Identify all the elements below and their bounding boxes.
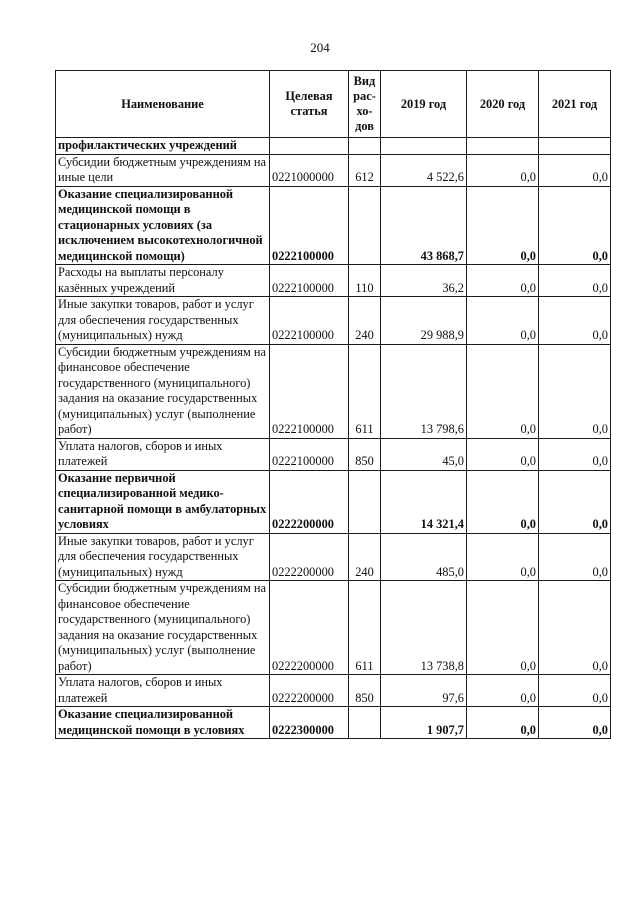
row-type xyxy=(349,186,381,265)
row-2019: 4 522,6 xyxy=(381,154,467,186)
row-code: 0222100000 xyxy=(270,297,349,345)
row-2019: 485,0 xyxy=(381,533,467,581)
row-2020: 0,0 xyxy=(467,186,539,265)
row-name: Иные закупки товаров, работ и услуг для обеспечения государственных (муниципальных) нужд xyxy=(56,533,270,581)
table-row xyxy=(56,344,611,438)
table-row xyxy=(56,438,611,470)
row-2021: 0,0 xyxy=(539,533,611,581)
row-code: 0222100000 xyxy=(270,186,349,265)
table-row xyxy=(56,675,611,707)
row-2021: 0,0 xyxy=(539,470,611,533)
table-row xyxy=(56,707,611,739)
row-2019: 45,0 xyxy=(381,438,467,470)
row-2021: 0,0 xyxy=(539,438,611,470)
table-header-row xyxy=(56,71,611,138)
row-2021: 0,0 xyxy=(539,675,611,707)
row-type: 611 xyxy=(349,344,381,438)
table-body xyxy=(56,138,611,739)
row-type xyxy=(349,138,381,155)
budget-table xyxy=(55,70,611,739)
row-name: Расходы на выплаты персоналу казённых учреждений xyxy=(56,265,270,297)
table-row xyxy=(56,186,611,265)
table-row xyxy=(56,138,611,155)
row-name: Оказание специализированной медицинской помощи в стационарных условиях (за исключением высокотехнологичной медицинской помощи) xyxy=(56,186,270,265)
row-2019: 43 868,7 xyxy=(381,186,467,265)
row-name: Субсидии бюджетным учреждениям на финансовое обеспечение государственного (муниципального) задания на оказание государственных (муниципальных) услуг (выполнение работ) xyxy=(56,581,270,675)
row-code: 0222300000 xyxy=(270,707,349,739)
row-2019: 13 738,8 xyxy=(381,581,467,675)
row-type: 611 xyxy=(349,581,381,675)
row-2019: 14 321,4 xyxy=(381,470,467,533)
row-name: Субсидии бюджетным учреждениям на иные цели xyxy=(56,154,270,186)
header-2019: 2019 год xyxy=(381,71,467,138)
row-2019: 13 798,6 xyxy=(381,344,467,438)
row-name: Субсидии бюджетным учреждениям на финансовое обеспечение государственного (муниципального) задания на оказание государственных (муниципальных) услуг (выполнение работ) xyxy=(56,344,270,438)
row-code: 0222100000 xyxy=(270,438,349,470)
row-type: 850 xyxy=(349,438,381,470)
table-row xyxy=(56,265,611,297)
row-name: Иные закупки товаров, работ и услуг для обеспечения государственных (муниципальных) нужд xyxy=(56,297,270,345)
row-name: Уплата налогов, сборов и иных платежей xyxy=(56,675,270,707)
row-type: 850 xyxy=(349,675,381,707)
table-row xyxy=(56,154,611,186)
row-2021: 0,0 xyxy=(539,297,611,345)
row-type: 240 xyxy=(349,297,381,345)
row-2019: 29 988,9 xyxy=(381,297,467,345)
row-type xyxy=(349,707,381,739)
row-2021: 0,0 xyxy=(539,154,611,186)
table-row xyxy=(56,581,611,675)
table-row xyxy=(56,533,611,581)
row-2020: 0,0 xyxy=(467,344,539,438)
row-2020: 0,0 xyxy=(467,707,539,739)
row-code: 0222100000 xyxy=(270,344,349,438)
row-code: 0221000000 xyxy=(270,154,349,186)
row-type xyxy=(349,470,381,533)
header-code: Целевая статья xyxy=(270,71,349,138)
row-name: Уплата налогов, сборов и иных платежей xyxy=(56,438,270,470)
row-code: 0222200000 xyxy=(270,581,349,675)
row-2021 xyxy=(539,138,611,155)
row-2020: 0,0 xyxy=(467,265,539,297)
row-2020: 0,0 xyxy=(467,675,539,707)
row-2020: 0,0 xyxy=(467,438,539,470)
table-row xyxy=(56,470,611,533)
table-row xyxy=(56,297,611,345)
row-code: 0222200000 xyxy=(270,533,349,581)
header-type: Вид рас-хо-дов xyxy=(349,71,381,138)
row-2019: 36,2 xyxy=(381,265,467,297)
row-2020: 0,0 xyxy=(467,154,539,186)
row-type: 612 xyxy=(349,154,381,186)
row-2021: 0,0 xyxy=(539,186,611,265)
row-code xyxy=(270,138,349,155)
row-name: Оказание специализированной медицинской помощи в условиях xyxy=(56,707,270,739)
row-2019: 97,6 xyxy=(381,675,467,707)
row-2021: 0,0 xyxy=(539,581,611,675)
row-2021: 0,0 xyxy=(539,265,611,297)
row-name: Оказание первичной специализированной медико-санитарной помощи в амбулаторных условиях xyxy=(56,470,270,533)
row-code: 0222200000 xyxy=(270,675,349,707)
row-2019: 1 907,7 xyxy=(381,707,467,739)
row-2020: 0,0 xyxy=(467,470,539,533)
header-2021: 2021 год xyxy=(539,71,611,138)
row-2020: 0,0 xyxy=(467,533,539,581)
header-name: Наименование xyxy=(56,71,270,138)
row-2021: 0,0 xyxy=(539,344,611,438)
row-2019 xyxy=(381,138,467,155)
row-2021: 0,0 xyxy=(539,707,611,739)
row-2020: 0,0 xyxy=(467,581,539,675)
row-type: 240 xyxy=(349,533,381,581)
row-code: 0222100000 xyxy=(270,265,349,297)
row-2020 xyxy=(467,138,539,155)
row-code: 0222200000 xyxy=(270,470,349,533)
header-2020: 2020 год xyxy=(467,71,539,138)
row-2020: 0,0 xyxy=(467,297,539,345)
row-name: профилактических учреждений xyxy=(56,138,270,155)
row-type: 110 xyxy=(349,265,381,297)
page-number: 204 xyxy=(310,40,330,55)
